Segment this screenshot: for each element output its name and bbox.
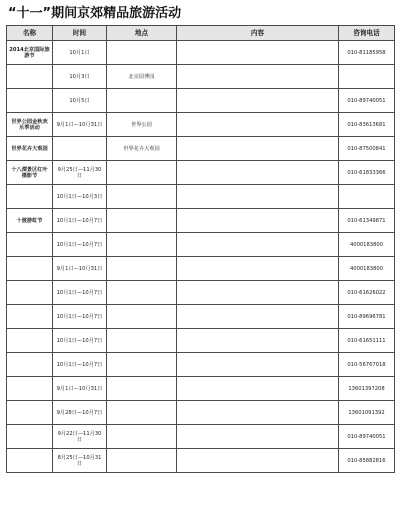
cell-time: 10月1日—10月7日 [53,209,107,233]
table-header [7,26,395,41]
table-row [7,233,395,257]
table-row [7,65,395,89]
cell-time: 9月22日—11月30日 [53,425,107,449]
cell-location [107,257,177,281]
cell-time: 9月25日—11月30日 [53,161,107,185]
table-row [7,137,395,161]
cell-name: 世界花卉大观园 [7,137,53,161]
cell-phone: 010-56767018 [339,353,395,377]
cell-location [107,185,177,209]
cell-time: 10月1日 [53,41,107,65]
cell-phone: 010-61651111 [339,329,395,353]
cell-phone: 4000183800 [339,257,395,281]
cell-phone: 010-61833366 [339,161,395,185]
cell-phone: 4000183800 [339,233,395,257]
table-row [7,425,395,449]
cell-name [7,329,53,353]
table-row [7,257,395,281]
cell-name [7,233,53,257]
cell-name [7,281,53,305]
table-row [7,161,395,185]
cell-location [107,329,177,353]
cell-phone: 010-89740051 [339,89,395,113]
cell-location [107,209,177,233]
header-name: 名称 [7,26,53,41]
cell-name [7,353,53,377]
table-row [7,89,395,113]
cell-phone: 010-87500841 [339,137,395,161]
cell-time: 8月25日—10月31日 [53,449,107,473]
cell-name: 世界公园金秋欢乐季活动 [7,113,53,137]
cell-time: 10月3日 [53,65,107,89]
cell-location [107,377,177,401]
cell-phone: 010-61626022 [339,281,395,305]
cell-name: 十渡游虹节 [7,209,53,233]
cell-name: 2014北京国际旅游节 [7,41,53,65]
cell-time: 9月1日—10月31日 [53,257,107,281]
cell-time: 10月1日—10月7日 [53,353,107,377]
cell-content [177,65,339,89]
cell-phone: 13601397208 [339,377,395,401]
cell-content [177,425,339,449]
cell-time: 10月1日—10月7日 [53,329,107,353]
cell-time: 10月1日—10月7日 [53,281,107,305]
cell-name [7,65,53,89]
cell-location [107,425,177,449]
cell-phone [339,185,395,209]
cell-time [53,137,107,161]
cell-location [107,281,177,305]
cell-name [7,377,53,401]
cell-content [177,113,339,137]
table-row [7,41,395,65]
table-row [7,281,395,305]
cell-content [177,209,339,233]
cell-location [107,89,177,113]
cell-name [7,401,53,425]
cell-location [107,233,177,257]
table-row [7,377,395,401]
table-row [7,185,395,209]
cell-phone: 010-61349871 [339,209,395,233]
cell-location: 世界公园 [107,113,177,137]
table-row [7,209,395,233]
cell-time: 10月1日—10月7日 [53,305,107,329]
cell-time: 9月1日—10月31日 [53,113,107,137]
cell-name: 十八潭景区红叶摄影节 [7,161,53,185]
cell-time: 10月1日—10月7日 [53,233,107,257]
cell-time: 10月5日 [53,89,107,113]
cell-location: 世界花卉大观园 [107,137,177,161]
cell-location [107,305,177,329]
cell-location: 北京园博园 [107,65,177,89]
cell-content [177,401,339,425]
cell-location [107,401,177,425]
cell-content [177,161,339,185]
events-table [6,25,395,473]
cell-location [107,161,177,185]
cell-phone: 010-81185958 [339,41,395,65]
cell-phone: 010-89696781 [339,305,395,329]
cell-location [107,41,177,65]
table-row [7,449,395,473]
cell-content [177,329,339,353]
table-row [7,305,395,329]
table-body [7,41,395,473]
page-title: “十一”期间京郊精品旅游活动 [8,6,182,21]
header-phone: 咨询电话 [339,26,395,41]
cell-name [7,257,53,281]
cell-phone: 13601091392 [339,401,395,425]
table-row [7,353,395,377]
cell-name [7,425,53,449]
cell-content [177,377,339,401]
cell-content [177,185,339,209]
cell-time: 9月28日—10月7日 [53,401,107,425]
table-row [7,113,395,137]
cell-content [177,89,339,113]
header-row [7,26,395,41]
cell-content [177,233,339,257]
cell-content [177,305,339,329]
cell-content [177,449,339,473]
cell-phone: 010-89740051 [339,425,395,449]
cell-content [177,137,339,161]
table-row [7,329,395,353]
cell-time: 9月1日—10月31日 [53,377,107,401]
table-row [7,401,395,425]
cell-name [7,185,53,209]
cell-content [177,281,339,305]
cell-name [7,305,53,329]
header-location: 地点 [107,26,177,41]
header-time: 时间 [53,26,107,41]
cell-name [7,449,53,473]
cell-content [177,257,339,281]
cell-phone: 010-83613681 [339,113,395,137]
cell-phone [339,65,395,89]
cell-location [107,353,177,377]
cell-content [177,41,339,65]
cell-location [107,449,177,473]
cell-content [177,353,339,377]
cell-time: 10月1日—10月3日 [53,185,107,209]
header-content: 内容 [177,26,339,41]
cell-phone: 010-85882816 [339,449,395,473]
cell-name [7,89,53,113]
